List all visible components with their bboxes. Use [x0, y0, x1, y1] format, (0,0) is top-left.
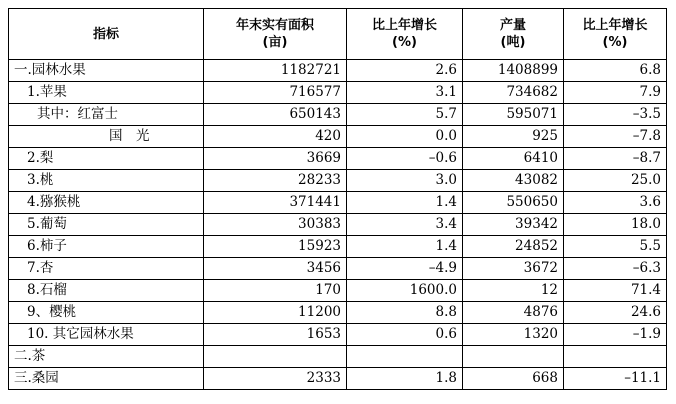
- output-cell: 668: [463, 368, 564, 390]
- output-growth-cell: –1.9: [564, 324, 667, 346]
- area-growth-cell: 5.7: [347, 104, 463, 126]
- area-growth-cell: 8.8: [347, 302, 463, 324]
- area-growth-cell: 3.0: [347, 170, 463, 192]
- area-cell: 2333: [204, 368, 347, 390]
- table-row: [9, 126, 667, 148]
- table-row: [9, 302, 667, 324]
- area-growth-cell: 0.0: [347, 126, 463, 148]
- area-cell: 650143: [204, 104, 347, 126]
- area-growth-cell: –4.9: [347, 258, 463, 280]
- table-row: [9, 280, 667, 302]
- row-label: 5.葡萄: [9, 214, 204, 236]
- area-growth-cell: 1600.0: [347, 280, 463, 302]
- output-growth-cell: 71.4: [564, 280, 667, 302]
- output-cell: 6410: [463, 148, 564, 170]
- table-row: [9, 258, 667, 280]
- table-row: [9, 368, 667, 390]
- output-cell: 734682: [463, 82, 564, 104]
- output-growth-cell: 24.6: [564, 302, 667, 324]
- output-cell: 12: [463, 280, 564, 302]
- area-growth-cell: 1.4: [347, 192, 463, 214]
- table-row: [9, 148, 667, 170]
- area-growth-cell: 1.8: [347, 368, 463, 390]
- output-growth-cell: –7.8: [564, 126, 667, 148]
- area-growth-cell: 0.6: [347, 324, 463, 346]
- area-cell: 28233: [204, 170, 347, 192]
- area-cell: 15923: [204, 236, 347, 258]
- area-cell: 30383: [204, 214, 347, 236]
- table-row: [9, 170, 667, 192]
- area-cell: 420: [204, 126, 347, 148]
- output-growth-cell: 7.9: [564, 82, 667, 104]
- output-cell: 3672: [463, 258, 564, 280]
- output-cell: 43082: [463, 170, 564, 192]
- row-label: 10. 其它园林水果: [9, 324, 204, 346]
- area-growth-cell: 3.1: [347, 82, 463, 104]
- output-growth-cell: –3.5: [564, 104, 667, 126]
- area-cell: 1182721: [204, 60, 347, 82]
- row-label: 9、樱桃: [9, 302, 204, 324]
- row-label: 其中：红富士: [9, 104, 204, 126]
- table-row: [9, 236, 667, 258]
- table-row: [9, 214, 667, 236]
- header-output: 产量 (吨): [463, 9, 564, 60]
- fruit-statistics-table: [8, 8, 667, 390]
- output-cell: 4876: [463, 302, 564, 324]
- table-row: [9, 192, 667, 214]
- header-indicator: 指标: [9, 9, 204, 60]
- row-label: 7.杏: [9, 258, 204, 280]
- table-row: [9, 60, 667, 82]
- row-label: 国 光: [9, 126, 204, 148]
- header-output-growth: 比上年增长 (%): [564, 9, 667, 60]
- area-growth-cell: –0.6: [347, 148, 463, 170]
- output-growth-cell: [564, 346, 667, 368]
- output-cell: 550650: [463, 192, 564, 214]
- row-label: 一.园林水果: [9, 60, 204, 82]
- output-cell: 1320: [463, 324, 564, 346]
- area-cell: 3456: [204, 258, 347, 280]
- area-cell: 11200: [204, 302, 347, 324]
- output-growth-cell: 3.6: [564, 192, 667, 214]
- output-cell: [463, 346, 564, 368]
- header-area-growth: 比上年增长 (%): [347, 9, 463, 60]
- output-growth-cell: 25.0: [564, 170, 667, 192]
- output-cell: 925: [463, 126, 564, 148]
- row-label: 二.茶: [9, 346, 204, 368]
- area-cell: 3669: [204, 148, 347, 170]
- area-cell: [204, 346, 347, 368]
- output-growth-cell: 6.8: [564, 60, 667, 82]
- header-area: 年末实有面积 (亩): [204, 9, 347, 60]
- output-growth-cell: –8.7: [564, 148, 667, 170]
- row-label: 4.猕猴桃: [9, 192, 204, 214]
- table-row: [9, 346, 667, 368]
- output-growth-cell: –6.3: [564, 258, 667, 280]
- output-cell: 24852: [463, 236, 564, 258]
- table-header-row: [9, 9, 667, 60]
- row-label: 三.桑园: [9, 368, 204, 390]
- table-row: [9, 324, 667, 346]
- output-cell: 595071: [463, 104, 564, 126]
- row-label: 1.苹果: [9, 82, 204, 104]
- area-cell: 170: [204, 280, 347, 302]
- row-label: 6.柿子: [9, 236, 204, 258]
- area-cell: 1653: [204, 324, 347, 346]
- row-label: 8.石榴: [9, 280, 204, 302]
- area-growth-cell: [347, 346, 463, 368]
- table-row: [9, 104, 667, 126]
- output-cell: 1408899: [463, 60, 564, 82]
- output-growth-cell: 18.0: [564, 214, 667, 236]
- area-growth-cell: 3.4: [347, 214, 463, 236]
- table-row: [9, 82, 667, 104]
- row-label: 2.梨: [9, 148, 204, 170]
- area-cell: 371441: [204, 192, 347, 214]
- area-cell: 716577: [204, 82, 347, 104]
- output-cell: 39342: [463, 214, 564, 236]
- area-growth-cell: 2.6: [347, 60, 463, 82]
- area-growth-cell: 1.4: [347, 236, 463, 258]
- output-growth-cell: –11.1: [564, 368, 667, 390]
- output-growth-cell: 5.5: [564, 236, 667, 258]
- row-label: 3.桃: [9, 170, 204, 192]
